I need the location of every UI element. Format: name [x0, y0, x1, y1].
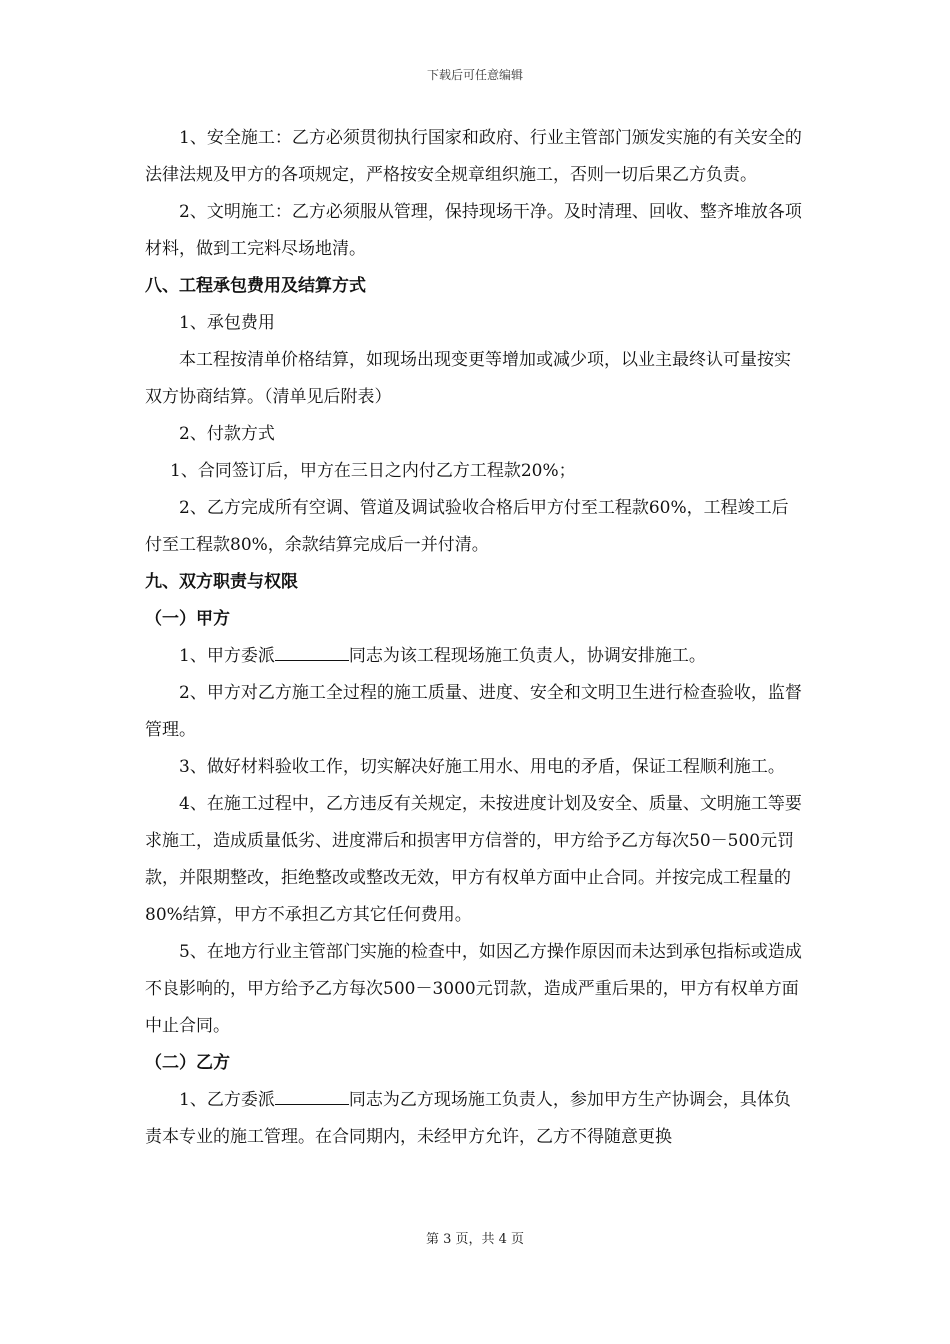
- document-body: [145, 120, 805, 1156]
- paragraph-civilized: 2、文明施工：乙方必须服从管理，保持现场干净。及时清理、回收、整齐堆放各项材料，做到工完料尽场地清。: [145, 202, 802, 259]
- paragraph-settlement: 本工程按清单价格结算，如现场出现变更等增加或减少项，以业主最终认可量按实双方协商结算。（清单见后附表）: [145, 350, 791, 407]
- page-header: 下载后可任意编辑: [426, 68, 523, 82]
- subsection-party-b: （二）乙方: [145, 1053, 230, 1073]
- section-heading-8: 八、工程承包费用及结算方式: [145, 276, 366, 296]
- text-segment: 1、甲方委派: [179, 646, 275, 666]
- paragraph-payment-2: 2、乙方完成所有空调、管道及调试验收合格后甲方付至工程款60%，工程竣工后付至工程款80%，余款结算完成后一并付清。: [145, 498, 789, 555]
- paragraph-party-b-1: [145, 1082, 805, 1156]
- paragraph-payment-1: 1、合同签订后，甲方在三日之内付乙方工程款20%；: [170, 461, 576, 481]
- paragraph-party-a-2: 2、甲方对乙方施工全过程的施工质量、进度、安全和文明卫生进行检查验收，监督管理。: [145, 683, 802, 740]
- text-segment: 同志为该工程现场施工负责人，协调安排施工。: [348, 646, 706, 666]
- paragraph-party-a-4: 4、在施工过程中，乙方违反有关规定，未按进度计划及安全、质量、文明施工等要求施工，造成质量低劣、进度滞后和损害甲方信誉的，甲方给予乙方每次50－500元罚款，并限期整改，拒绝整改或整改无效，甲方有权单方面中止合同。并按完成工程量的80%结算，甲方不承担乙方其它任何费用。: [145, 794, 802, 925]
- paragraph-party-a-3: 3、做好材料验收工作，切实解决好施工用水、用电的矛盾，保证工程顺利施工。: [179, 757, 785, 777]
- blank-line: [275, 1088, 349, 1105]
- paragraph-safety: 1、安全施工：乙方必须贯彻执行国家和政府、行业主管部门颁发实施的有关安全的法律法规及甲方的各项规定，严格按安全规章组织施工，否则一切后果乙方负责。: [145, 128, 802, 185]
- section-heading-9: 九、双方职责与权限: [145, 572, 298, 592]
- blank-line: [275, 644, 349, 661]
- page-footer: 第 3 页，共 4 页: [425, 1232, 525, 1247]
- paragraph-payment-method: 2、付款方式: [179, 424, 275, 444]
- paragraph-party-a-1: [145, 638, 805, 675]
- subsection-party-a: （一）甲方: [145, 609, 230, 629]
- paragraph-contract-fee: 1、承包费用: [179, 313, 275, 333]
- paragraph-party-a-5: 5、在地方行业主管部门实施的检查中，如因乙方操作原因而未达到承包指标或造成不良影响的，甲方给予乙方每次500－3000元罚款，造成严重后果的，甲方有权单方面中止合同。: [145, 942, 802, 1036]
- text-segment: 1、乙方委派: [179, 1090, 275, 1110]
- text-segment: 同志为乙方现场施工负责人，参加甲方生产协调会，具体负责本专业的施工管理。在合同期内，未经甲方允许，乙方不得随意更换: [145, 1090, 791, 1147]
